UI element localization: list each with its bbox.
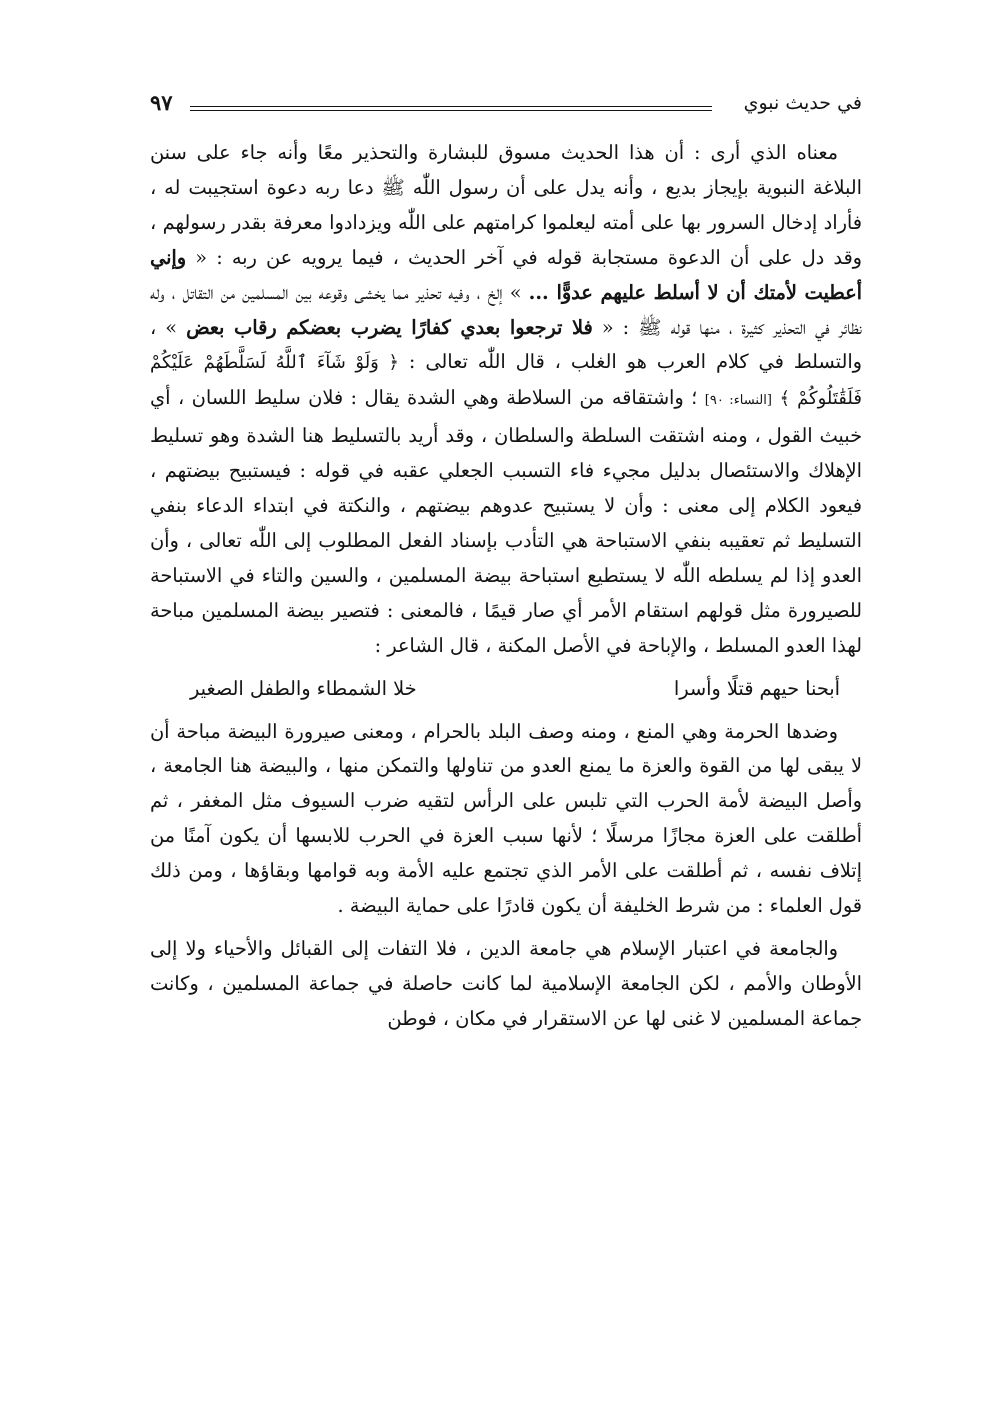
- book-page: [150, 88, 862, 1037]
- paragraph-1-part-2: » إلخ ، وفيه تحذير مما يخشى وقوعه بين المسلمين من التقاتل ، وله نظائر في التحذير كثيرة ، منها قوله ﷺ : «: [150, 280, 862, 339]
- paragraph-2: وضدها الحرمة وهي المنع ، ومنه وصف البلد بالحرام ، ومعنى صيرورة البيضة مباحة أن لا يبقى لها من القوة والعزة ما يمنع العدو من تناولها والتمكن منها ، والبيضة هنا الجامعة ، وأصل البيضة لأمة الحرب التي تلبس على الرأس لتقيه ضرب السيوف مثل المغفر ، ثم أطلقت على العزة مجازًا مرسلًا ؛ لأنها سبب العزة في الحرب للابسها أن يكون آمنًا من إتلاف نفسه ، ثم أطلقت على الأمر الذي تجتمع عليه الأمة وبه قوامها وبقاؤها ، ومن ذلك قول العلماء : من شرط الخليفة أن يكون قادرًا على حماية البيضة .: [150, 719, 862, 918]
- page-number: ٩٧: [150, 90, 173, 115]
- hadith-quote-2: فلا ترجعوا بعدي كفارًا يضرب بعضكم رقاب بعض: [186, 315, 593, 339]
- quran-reference: [النساء: ٩٠]: [704, 393, 772, 409]
- paragraph-3: والجامعة في اعتبار الإسلام هي جامعة الدين ، فلا التفات إلى القبائل والأحياء ولا إلى الأوطان والأمم ، لكن الجامعة الإسلامية لما كانت حاصلة في جماعة المسلمين ، وكانت جماعة المسلمين لا غنى لها عن الاستقرار في مكان ، فوطن: [150, 936, 862, 1030]
- quran-verse: ﴿ وَلَوْ شَآءَ ٱللَّهُ لَسَلَّطَهُمْ عَلَيْكُمْ فَلَقَٰتَلُوكُمْ ﴾: [150, 352, 862, 410]
- poetry-verse: [150, 664, 862, 715]
- body-text: [150, 136, 862, 1037]
- header-rule: [190, 106, 712, 111]
- hadith-quote-1: وإني أعطيت لأمتك أن لا أسلط عليهم عدوًّا ...: [150, 245, 862, 304]
- paragraph-1: [150, 136, 862, 664]
- running-header: [150, 88, 862, 128]
- paragraph-1-part-1: معناه الذي أرى : أن هذا الحديث مسوق للبشارة والتحذير معًا وأنه جاء على سنن البلاغة النبوية بإيجاز بديع ، وأنه يدل على أن رسول اللّٰه ﷺ دعا ربه دعوة استجيبت له ، فأراد إدخال السرور بها على أمته ليعلموا كرامتهم على اللّٰه ويزدادوا معرفة بقدر رسولهم ، وقد دل على أن الدعوة مستجابة قوله في آخر الحديث ، فيما يرويه عن ربه : «: [150, 141, 862, 269]
- paragraph-1-part-3: » ، والتسلط في كلام العرب هو الغلب ، قال اللّٰه تعالى :: [150, 315, 862, 374]
- verse-hemistich-2: خلا الشمطاء والطفل الصغير: [190, 676, 417, 700]
- paragraph-1-part-4: ؛ واشتقاقه من السلاطة وهي الشدة يقال : فلان سليط اللسان ، أي خبيث القول ، ومنه اشتقت السلطة والسلطان ، وقد أريد بالتسليط هنا الشدة وهو تسليط الإهلاك والاستئصال بدليل مجيء فاء التسبب الجعلي عقبه في قوله : فيستبيح بيضتهم ، فيعود الكلام إلى معنى : وأن لا يستبيح عدوهم بيضتهم ، والنكتة في ابتداء الدعاء بنفي التسليط ثم تعقيبه بنفي الاستباحة هي التأدب بإسناد الفعل المطلوب إلى اللّٰه تعالى ، وأن العدو إذا لم يسلطه اللّٰه لا يستطيع استباحة بيضة المسلمين ، والسين والتاء في الاستباحة للصيرورة مثل قولهم استقام الأمر أي صار قيمًا ، فالمعنى : فتصير بيضة المسلمين مباحة لهذا العدو المسلط ، والإباحة في الأصل المكنة ، قال الشاعر :: [150, 386, 862, 657]
- running-title: في حديث نبوي: [743, 92, 862, 114]
- verse-hemistich-1: أبحنا حيهم قتلًا وأسرا: [673, 676, 840, 700]
